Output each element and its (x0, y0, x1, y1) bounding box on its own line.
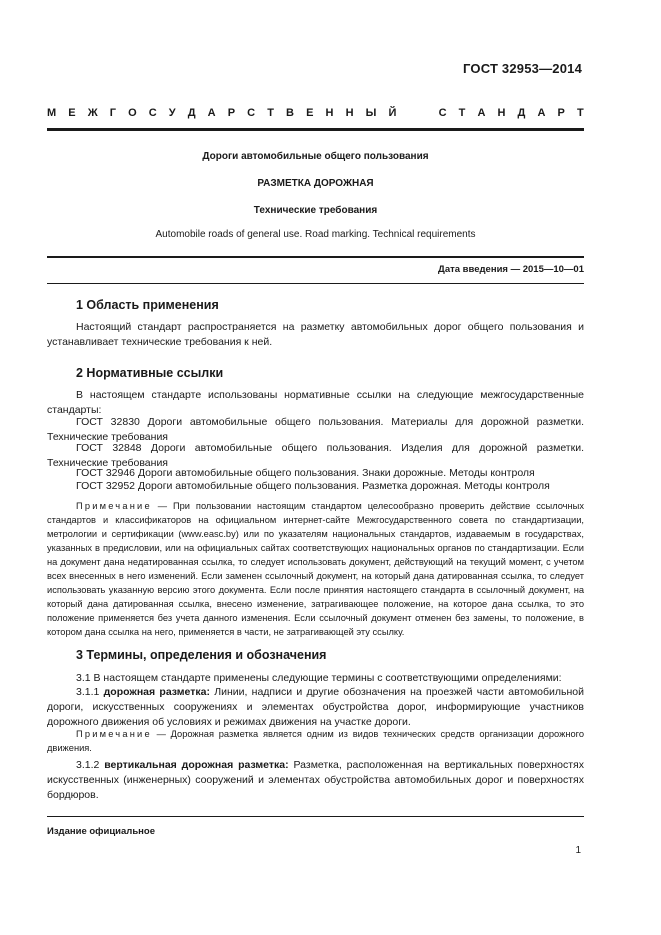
clause-number: 3.1.1 (76, 686, 104, 698)
heading-letter: С (148, 107, 157, 119)
section-2-intro: В настоящем стандарте использованы нормативные ссылки на следующие межгосударственные стандарты: (47, 389, 584, 416)
reference-item: ГОСТ 32830 Дороги автомобильные общего пользования. Материалы для дорожной разметки. Технические требования (47, 416, 584, 443)
title-line-1: Дороги автомобильные общего пользования (202, 151, 429, 162)
heading-letter: Н (325, 107, 334, 119)
clause-3-1-2 (47, 758, 584, 803)
term: вертикальная дорожная разметка: (104, 759, 289, 771)
note-label: Примечание (76, 501, 152, 511)
note-text: — Дорожная разметка является одним из видов технических средств организации дорожного движения. (47, 729, 584, 753)
heading-letter: Р (227, 107, 236, 119)
heading-letter: В (286, 107, 294, 119)
reference-item: ГОСТ 32946 Дороги автомобильные общего пользования. Знаки дорожные. Методы контроля (76, 467, 535, 479)
reference-item: ГОСТ 32952 Дороги автомобильные общего пользования. Разметка дорожная. Методы контроля (76, 480, 550, 492)
heading-letter: М (47, 107, 57, 119)
clause-3-1: 3.1 В настоящем стандарте применены следующие термины с соответствующими определениями: (76, 672, 562, 684)
heading-letter: С (438, 107, 447, 119)
heading-letter: Й (388, 107, 397, 119)
page-number: 1 (575, 845, 581, 856)
heading-letter: А (477, 107, 486, 119)
heading-letter: С (247, 107, 256, 119)
title-line-2: РАЗМЕТКА ДОРОЖНАЯ (257, 178, 374, 189)
heading-letter: Е (68, 107, 76, 119)
note-text: — При пользовании настоящим стандартом целесообразно проверить действие ссылочных стандартов и классификаторов на официальном интернет-сайте Межгосударственного совета по стандартизации, метрологии и сертификации (www.easc.by) или по указателям национальных стандартов, издаваемым в государствах, указанных в предисловии, или на официальных сайтах соответствующих национальных органов по стандартизации. Если на документ дана недатированная ссылка, то следует использовать документ, действующий на текущий момент, с учетом всех внесенных в него изменений. Если заменен ссылочный документ, на который дана датированная ссылка, то следует использовать указанную версию этого документа. Если после принятия настоящего стандарта в ссылочный документ, на который дана датированная ссылка, внесено изменение, затрагивающее положение, на которое дана ссылка, то это положение применяется без учета данного изменения. Если ссылочный документ отменен без замены, то положение, в котором дана ссылка на него, применяется в части, не затрагивающей эту ссылку. (47, 501, 584, 637)
clause-number: 3.1.2 (76, 759, 105, 771)
section-1-text: Настоящий стандарт распространяется на разметку автомобильных дорог общего пользования и устанавливает технические требования к ней. (47, 321, 584, 348)
heading-letter: Д (517, 107, 526, 119)
standard-type-line (47, 107, 584, 119)
edition-note: Издание официальное (47, 826, 155, 837)
section-1-heading: 1 Область применения (76, 298, 219, 312)
title-rule-top (47, 256, 584, 258)
heading-letter: Д (187, 107, 196, 119)
section-3-note (47, 727, 584, 755)
heading-letter: Т (458, 107, 466, 119)
clause-3-1-1 (47, 685, 584, 730)
reference-item: ГОСТ 32848 Дороги автомобильные общего пользования. Изделия для дорожной разметки. Технические требования (47, 442, 584, 469)
heading-letter: Ы (365, 107, 377, 119)
heading-letter: А (537, 107, 546, 119)
heading-letter: У (168, 107, 176, 119)
section-2-heading: 2 Нормативные ссылки (76, 366, 224, 380)
note-label: Примечание (76, 729, 152, 739)
heading-letter: А (207, 107, 216, 119)
title-rule-bottom (47, 283, 584, 284)
word-gap (408, 107, 426, 119)
heading-letter: Н (497, 107, 506, 119)
term: дорожная разметка: (103, 686, 210, 698)
heading-letter: Г (109, 107, 116, 119)
heading-letter: Т (267, 107, 274, 119)
heading-letter: Н (345, 107, 354, 119)
heading-letter: Т (576, 107, 584, 119)
header-rule (47, 128, 584, 131)
heading-letter: О (128, 107, 137, 119)
heading-letter: Р (557, 107, 565, 119)
intro-date: Дата введения — 2015—10—01 (438, 264, 584, 275)
heading-letter: Е (306, 107, 314, 119)
document-code: ГОСТ 32953—2014 (463, 61, 582, 76)
definition: Разметка, расположенная на вертикальных поверхностях искусственных (инженерных) сооружений и элементах обустройства автомобильных дорог и поверхностях бордюров. (47, 759, 584, 801)
title-english: Automobile roads of general use. Road marking. Technical requirements (155, 229, 476, 240)
definition: Линии, надписи и другие обозначения на проезжей части автомобильной дороги, искусственных сооружениях и элементах обустройства дорог, информирующие участников дорожного движения об условиях и режимах движения на участке дороги. (47, 686, 584, 728)
heading-letter: Ж (87, 107, 98, 119)
section-3-heading: 3 Термины, определения и обозначения (76, 648, 327, 662)
section-2-note (47, 499, 584, 639)
title-line-3: Технические требования (253, 205, 378, 216)
footer-rule (47, 816, 584, 817)
